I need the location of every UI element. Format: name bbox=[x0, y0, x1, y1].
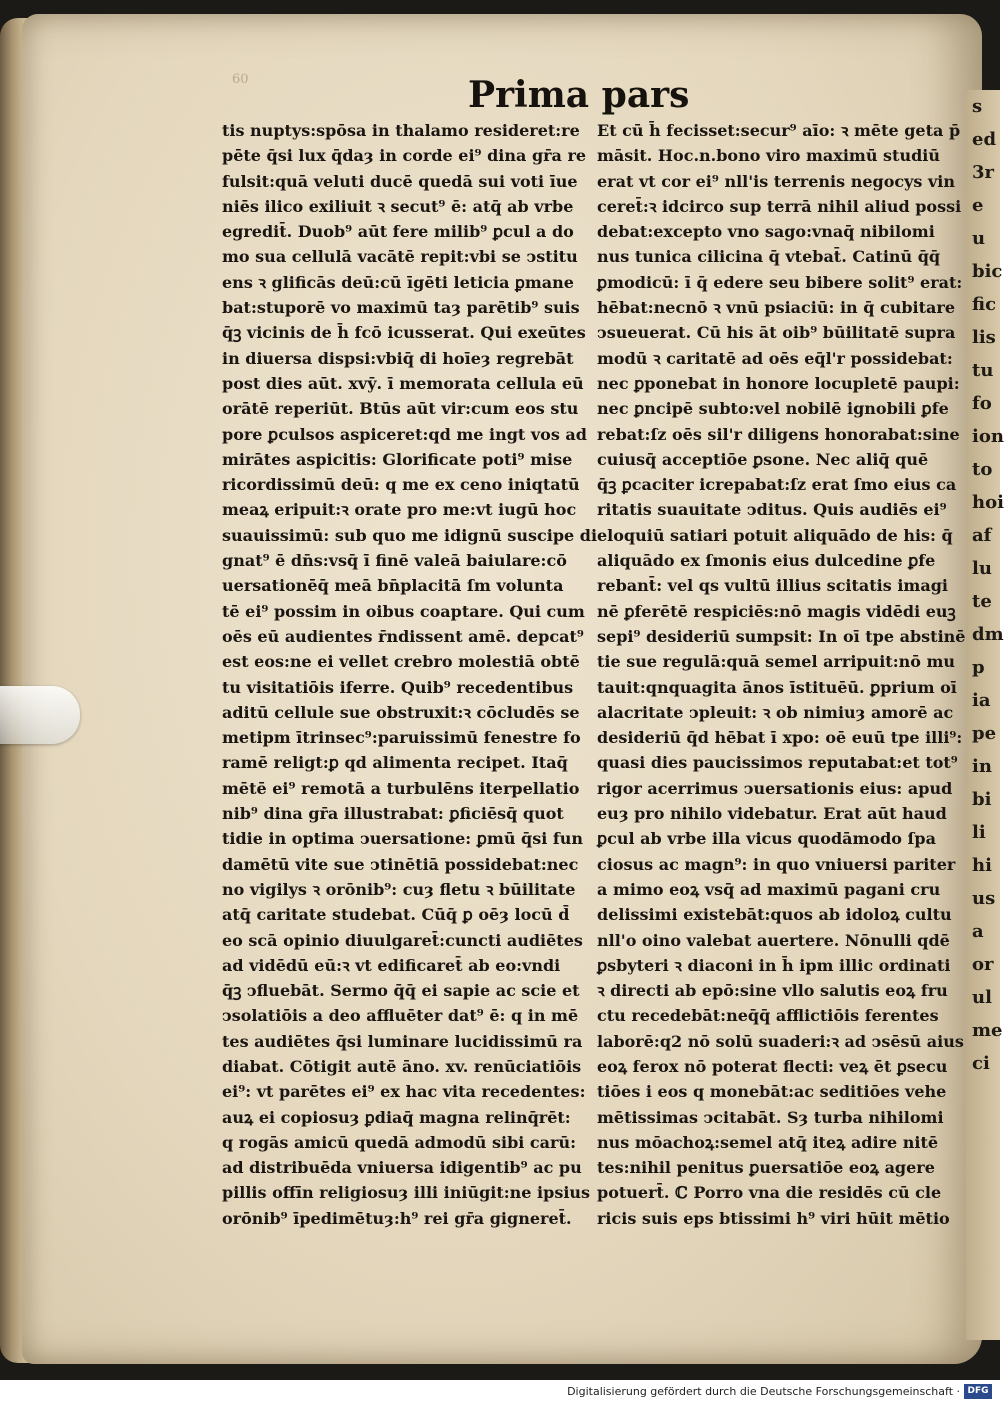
facing-page-fragment: in bbox=[972, 756, 992, 777]
facing-page-fragment: lu bbox=[972, 558, 992, 579]
text-line: pēte q̄si lux q̄daȝ in corde ei⁹ dina gr̄a re bbox=[222, 146, 587, 166]
text-line: ricis suis eps btissimi h⁹ viri hūit mētio bbox=[597, 1208, 950, 1228]
text-line: nll'o oino valebat auertere. Nōnulli qdē bbox=[597, 930, 950, 950]
text-line: q rogās amicū quedā admodū sibi carū: bbox=[222, 1132, 576, 1152]
text-line: delissimi existebāt:quos ab idoloꝝ cultu bbox=[597, 905, 952, 925]
facing-page-fragment: hi bbox=[972, 855, 992, 876]
text-line: ctu recedebāt:neq̄q̄ afflictiōis ferentes bbox=[597, 1006, 939, 1026]
text-line: ↄsolatiōis a deo affluēter dat⁹ ē: q in mē bbox=[222, 1006, 579, 1026]
text-line: tie sue regulā:quā semel arripuit:nō mu bbox=[597, 652, 956, 672]
facing-page-fragment: s bbox=[972, 96, 983, 117]
text-line: ens ꝛ glificās deū:cū īgēti leticia ꝑmane bbox=[222, 272, 574, 292]
text-line: tē ei⁹ possim in oibus coaptare. Qui cum bbox=[222, 601, 585, 621]
text-line: ꝑcul ab vrbe illa vicus quodāmodo ſpa bbox=[597, 829, 936, 849]
funding-credit: Digitalisierung gefördert durch die Deutsche Forschungsgemeinschaft · bbox=[567, 1385, 960, 1398]
text-line: damētū vite sue ↄtinētiā possidebat:nec bbox=[222, 854, 579, 874]
text-line: alacritate ↄpleuit: ꝛ ob nimiuȝ amorē ac bbox=[597, 702, 954, 722]
facing-page-fragment: tu bbox=[972, 360, 994, 381]
text-line: erat vt cor ei⁹ nll'is terrenis negocys vin bbox=[597, 171, 955, 191]
text-line: tidie in optima ↄuersatione: ꝑmū q̄si fun bbox=[222, 829, 584, 849]
text-line: gnat⁹ ē dn̄s:vsq̄ ī finē valeā baiulare:cō bbox=[222, 551, 567, 571]
text-line: niēs ilico exiliuit ꝛ secut⁹ ē: atq̄ ab vrbe bbox=[222, 196, 574, 216]
facing-page-fragment: li bbox=[972, 822, 986, 843]
facing-page-fragment: u bbox=[972, 228, 986, 249]
text-line: desideriū q̄d hēbat ī xpo: oē euū tpe illi⁹: bbox=[597, 728, 963, 748]
text-line: ꝑsbyteri ꝛ diaconi in h̄ ipm illic ordinati bbox=[597, 955, 951, 975]
text-line: ritatis suauitate ↄditus. Quis audiēs ei⁹ bbox=[597, 500, 947, 520]
text-line: nib⁹ dina gr̄a illustrabat: ꝑficiēsq̄ quot bbox=[222, 804, 564, 824]
facing-page-fragment: p bbox=[972, 657, 985, 678]
text-line: diabat. Cōtigit autē āno. xv. renūciatiōis bbox=[222, 1056, 582, 1076]
facing-page-fragment: a bbox=[972, 921, 984, 942]
text-line: bat:stuporē vo maximū taȝ parētib⁹ suis bbox=[222, 298, 580, 318]
text-line: q̄ꝫ ꝑcaciter icrepabat:ſz erat ſmo eius ca bbox=[597, 475, 957, 495]
text-line: aditū cellule sue obstruxit:ꝛ cōcludēs se bbox=[222, 702, 580, 722]
facing-page-strip bbox=[966, 90, 1004, 1340]
text-line: ad vidēdū eū:ꝛ vt edificaret̄ ab eo:vndi bbox=[222, 955, 561, 975]
facing-page-fragment: lis bbox=[972, 327, 996, 348]
text-line: tiōes i eos q monebāt:ac seditiōes vehe bbox=[597, 1082, 947, 1102]
text-line: nec ꝑncipē subto:vel nobilē ignobili ꝑfe bbox=[597, 399, 949, 419]
text-line: Et cū h̄ fecisset:secur⁹ aīo: ꝛ mēte geta p̄ bbox=[597, 121, 961, 140]
text-line: fulsit:quā veluti ducē quedā sui voti īue bbox=[222, 171, 578, 191]
text-line: sepi⁹ desideriū sumpsit: In oī tpe abstinē bbox=[597, 626, 966, 646]
text-line: ↄsueuerat. Cū his āt oib⁹ būilitatē supra bbox=[597, 323, 956, 343]
facing-page-fragment: us bbox=[972, 888, 996, 909]
page-clip bbox=[0, 686, 80, 744]
facing-page-fragment: ed bbox=[972, 129, 997, 150]
text-line: ramē religt:ꝑ qd alimenta recipet. Itaq̄ bbox=[222, 753, 568, 773]
text-line: no vigilys ꝛ orōnib⁹: cuȝ fletu ꝛ būilitate bbox=[222, 879, 576, 899]
text-line: uersationēq̄ meā bn̄placitā ſm volunta bbox=[222, 576, 564, 596]
facing-page-fragment: pe bbox=[972, 723, 997, 744]
text-line: orātē reperiūt. Btūs aūt vir:cum eos stu bbox=[222, 399, 579, 419]
text-line: eoꝝ ferox nō poterat flecti: veꝝ ēt ꝑsecu bbox=[597, 1056, 948, 1076]
facing-page-fragment: me bbox=[972, 1020, 1003, 1041]
text-line: metipm ītrinsec⁹:paruissimū fenestre fo bbox=[222, 728, 581, 748]
text-line: mo sua cellulā vacātē repit:vbi se ↄstitu bbox=[222, 247, 578, 267]
text-line: quasi dies paucissimos reputabat:et tot⁹ bbox=[597, 753, 958, 773]
text-line: post dies aūt. xvȳ. ī memorata cellula eū bbox=[222, 373, 584, 393]
text-line: ciosus ac magn⁹: in quo vniuersi pariter bbox=[597, 854, 956, 874]
facing-page-fragment: af bbox=[972, 525, 992, 546]
text-line: euȝ pro nihilo videbatur. Erat aūt haud bbox=[597, 804, 947, 824]
facing-page-fragment: hoi bbox=[972, 492, 1004, 513]
text-line: ꝛ directi ab epō:sine vllo salutis eoꝝ fru bbox=[597, 981, 948, 1001]
text-line: cuiusq̄ acceptiōe ꝑsone. Nec aliq̄ quē bbox=[597, 449, 929, 469]
text-line: eo scā opinio diuulgaret̄:cuncti audiētes bbox=[222, 930, 583, 950]
text-line: pore ꝑculsos aspiceret:qd me ingt vos ad bbox=[222, 424, 587, 444]
text-line: atq̄ caritate studebat. Cūq̄ ꝑ oēȝ locū d̄ bbox=[222, 905, 570, 925]
facing-page-fragment: 3r bbox=[972, 162, 995, 183]
text-column-left bbox=[222, 118, 598, 1228]
text-line: est eos:ne ei vellet crebro molestiā obtē bbox=[222, 652, 580, 672]
text-line: ceret̄:ꝛ idcirco sup terrā nihil aliud possi bbox=[597, 196, 962, 216]
facing-page-fragment: fic bbox=[972, 294, 997, 315]
text-line: nus mōachoꝝ:semel atq̄ iteꝝ adire nitē bbox=[597, 1132, 939, 1152]
text-line: rigor acerrimus ↄuersationis eius: apud bbox=[597, 778, 953, 798]
running-head: Prima pars bbox=[468, 74, 690, 116]
text-line: potuert̄. ℂ Porro vna die residēs cū cle bbox=[597, 1183, 942, 1203]
facing-page-fragment: ion bbox=[972, 426, 1004, 447]
text-line: nē ꝑferētē respiciēs:nō magis vidēdi euꝫ bbox=[597, 601, 956, 621]
footer-bar bbox=[0, 1380, 1000, 1404]
text-line: ad distribuēda vniuersa idigentib⁹ ac pu bbox=[222, 1158, 582, 1178]
text-line: hēbat:necnō ꝛ vnū psiaciū: in q̄ cubitare bbox=[597, 298, 955, 318]
facing-page-fragment: bi bbox=[972, 789, 992, 810]
text-line: mētē ei⁹ remotā a turbulēns iterpellatio bbox=[222, 778, 580, 798]
text-line: tes audiētes q̄si luminare lucidissimū ra bbox=[222, 1031, 583, 1051]
facing-page-fragment: ia bbox=[972, 690, 991, 711]
text-line: laborē:q2 nō solū suaderi:ꝛ ad ↄsēsū aius bbox=[597, 1031, 964, 1051]
facing-page-fragment: dm bbox=[972, 624, 1004, 645]
facing-page-fragment: bic bbox=[972, 261, 1003, 282]
text-line: eloquiū satiari potuit aliquādo de his: q̄ bbox=[597, 525, 953, 545]
text-line: debat:excepto vno sago:vnaq̄ nibilomi bbox=[597, 222, 935, 242]
facing-page-fragment: te bbox=[972, 591, 992, 612]
text-line: mētissimas ↄcitabāt. Sȝ turba nihilomi bbox=[597, 1107, 944, 1127]
text-line: nec ꝑponebat in honore locupletē paupi: bbox=[597, 373, 960, 393]
text-line: tis nuptys:spōsa in thalamo resideret:re bbox=[222, 121, 580, 140]
facing-page-fragment: e bbox=[972, 195, 984, 216]
text-line: tes:nihil penitus ꝑuersatiōe eoꝝ agere bbox=[597, 1158, 935, 1178]
text-line: modū ꝛ caritatē ad oēs eq̄l'r possidebat: bbox=[597, 348, 953, 368]
text-line: orōnib⁹ īpedimētuȝ:h⁹ rei gr̄a gigneret̄. bbox=[222, 1208, 572, 1228]
text-line: in diuersa dispsi:vbiq̄ di hoīeȝ regrebāt bbox=[222, 348, 574, 368]
text-column-right bbox=[597, 118, 966, 1228]
text-line: oēs eū audientes r̄ndissent amē. depcat⁹ bbox=[222, 626, 584, 646]
facing-page-fragment: or bbox=[972, 954, 994, 975]
text-line: ei⁹: vt parētes ei⁹ ex hac vita recedentes: bbox=[222, 1082, 586, 1102]
text-line: pillis offīn religiosuȝ illi iniūgit:ne ipsius bbox=[222, 1183, 591, 1203]
text-line: rebat:ſz oēs sil'r diligens honorabat:sine bbox=[597, 424, 960, 444]
facing-page-fragment: ul bbox=[972, 987, 992, 1008]
text-line: ricordissimū deū: q me ex ceno iniqtatū bbox=[222, 475, 580, 495]
text-line: auꝝ ei copiosuȝ ꝑdiaq̄ magna relinq̄rēt: bbox=[222, 1107, 571, 1127]
text-line: q̄ꝫ vicinis de h̄ fcō icusserat. Qui exeūtes bbox=[222, 323, 586, 343]
text-line: egredit̄. Duob⁹ aūt fere milib⁹ ꝑcul a do bbox=[222, 222, 574, 242]
text-line: māsit. Hoc.n.bono viro maximū studiū bbox=[597, 146, 940, 166]
text-line: tauit:qnquagita ānos īstituēū. ꝑprium oī bbox=[597, 677, 957, 697]
facing-page-fragment: to bbox=[972, 459, 993, 480]
text-line: suauissimū: sub quo me idignū suscipe di bbox=[222, 525, 598, 545]
text-line: aliquādo ex ſmonis eius dulcedine ꝑfe bbox=[597, 551, 936, 571]
dfg-logo-icon: DFG bbox=[964, 1384, 992, 1399]
text-line: a mimo eoꝝ vsq̄ ad maximū pagani cru bbox=[597, 879, 941, 899]
text-line: tu visitatiōis iferre. Quib⁹ recedentibus bbox=[222, 677, 574, 697]
facing-page-fragment: ci bbox=[972, 1053, 990, 1074]
text-line: nus tunica cilicina q̄ vtebat̄. Catinū q̄q̄ bbox=[597, 247, 941, 267]
text-line: rebant̄: vel qs vultū illius scitatis imagi bbox=[597, 576, 948, 596]
text-line: q̄ꝫ ↄfluebāt. Sermo q̄q̄ ei sapie ac scie et bbox=[222, 981, 580, 1001]
text-line: ꝑmodicū: ī q̄ edere seu bibere solit⁹ erat: bbox=[597, 272, 963, 292]
facing-page-fragment: fo bbox=[972, 393, 992, 414]
text-line: meaꝝ eripuit:ꝛ orate pro me:vt iugū hoc bbox=[222, 500, 577, 520]
text-line: mirātes aspicitis: Glorificate poti⁹ mise bbox=[222, 449, 573, 469]
folio-mark: 60 bbox=[232, 72, 249, 87]
